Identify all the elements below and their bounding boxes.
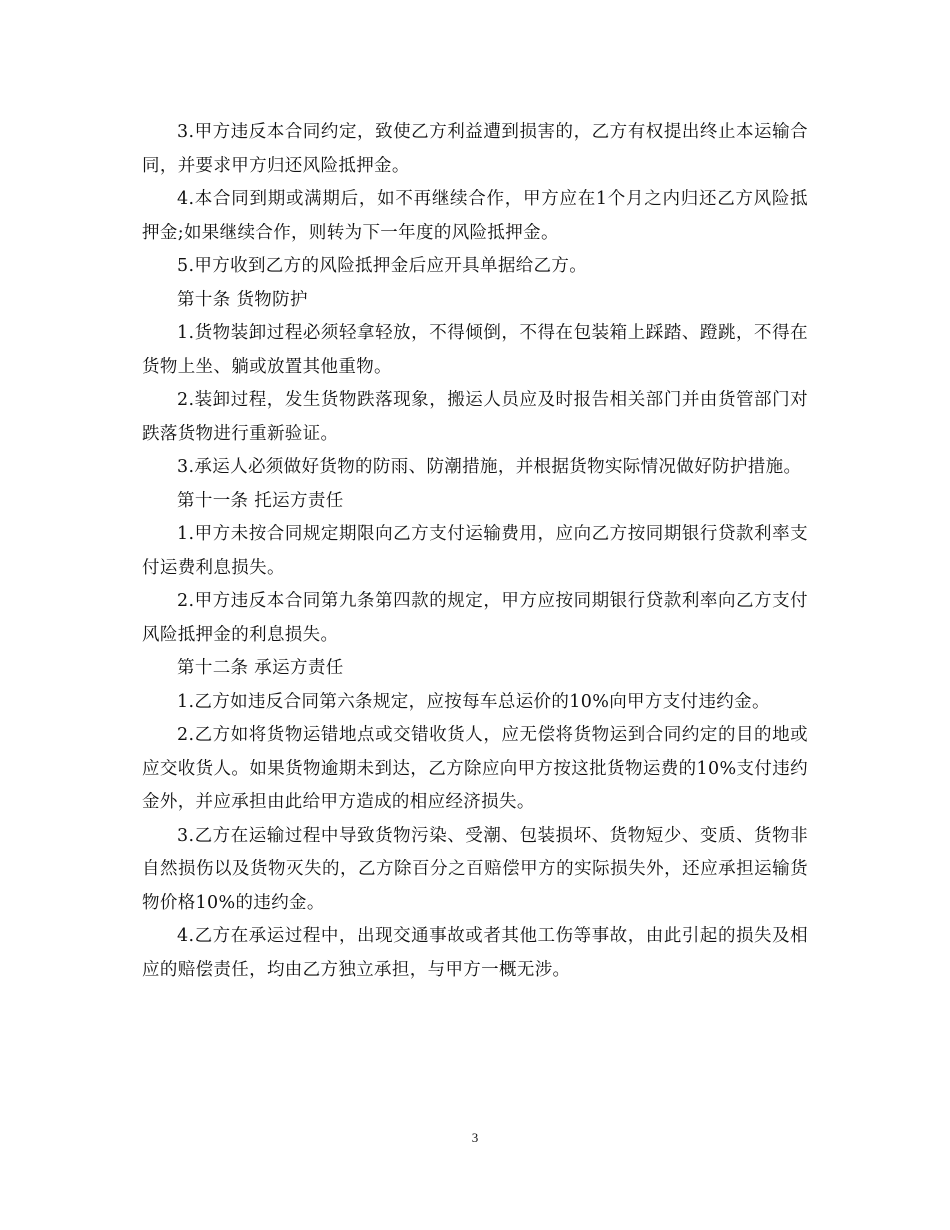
- clause-12-item-1: 1.乙方如违反合同第六条规定，应按每车总运价的10%向甲方支付违约金。: [177, 691, 770, 712]
- clause-11-heading: 第十一条 托运方责任: [177, 490, 344, 511]
- clause-10-heading: 第十条 货物防护: [177, 289, 308, 310]
- clause-9-item-4: 4.本合同到期或满期后，如不再继续合作，甲方应在1个月之内归还乙方风险抵押金;如果继续合作，则转为下一年度的风险抵押金。: [142, 189, 808, 243]
- clause-12-item-2: 2.乙方如将货物运错地点或交错收货人，应无偿将货物运到合同约定的目的地或应交收货人。如果货物逾期未到达，乙方除应向甲方按这批货物运费的10%支付违约金外，并应承担由此给甲方造成的相应经济损失。: [142, 725, 808, 812]
- clause-9-item-5: 5.甲方收到乙方的风险抵押金后应开具单据给乙方。: [177, 256, 588, 276]
- clause-12-heading: 第十二条 承运方责任: [177, 658, 344, 678]
- page-number: 3: [471, 1130, 479, 1145]
- document-body: [142, 116, 808, 987]
- clause-10-item-1: 1.货物装卸过程必须轻拿轻放，不得倾倒，不得在包装箱上踩踏、蹬跳，不得在货物上坐、躺或放置其他重物。: [142, 323, 808, 377]
- clause-11-item-1: 1.甲方未按合同规定期限向乙方支付运输费用，应向乙方按同期银行贷款利率支付运费利息损失。: [142, 524, 808, 578]
- clause-12-item-3: 3.乙方在运输过程中导致货物污染、受潮、包装损坏、货物短少、变质、货物非自然损伤以及货物灭失的，乙方除百分之百赔偿甲方的实际损失外，还应承担运输货物价格10%的违约金。: [142, 825, 808, 913]
- clause-10-item-2: 2.装卸过程，发生货物跌落现象，搬运人员应及时报告相关部门并由货管部门对跌落货物进行重新验证。: [142, 390, 808, 444]
- clause-11-item-2: 2.甲方违反本合同第九条第四款的规定，甲方应按同期银行贷款利率向乙方支付风险抵押金的利息损失。: [142, 591, 808, 645]
- clause-12-item-4: 4.乙方在承运过程中，出现交通事故或者其他工伤等事故，由此引起的损失及相应的赔偿责任，均由乙方独立承担，与甲方一概无涉。: [142, 926, 808, 980]
- clause-9-item-3: 3.甲方违反本合同约定，致使乙方利益遭到损害的，乙方有权提出终止本运输合同，并要求甲方归还风险抵押金。: [142, 122, 808, 176]
- clause-10-item-3: 3.承运人必须做好货物的防雨、防潮措施，并根据货物实际情况做好防护措施。: [177, 457, 802, 477]
